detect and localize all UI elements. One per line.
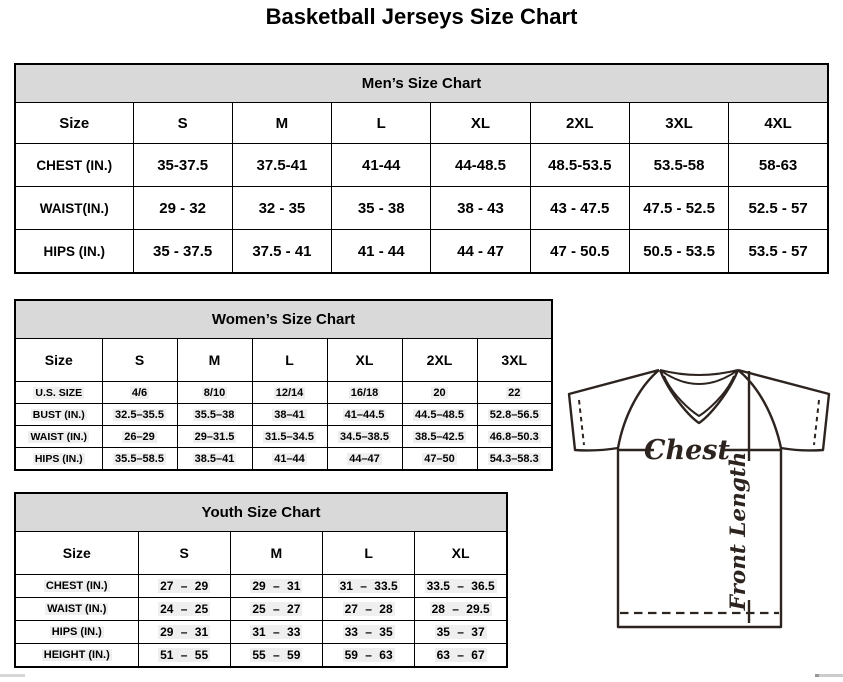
size-value	[230, 598, 322, 621]
size-value	[415, 621, 507, 644]
cell-text: 44.5–48.5	[415, 408, 464, 421]
size-value	[327, 382, 402, 404]
size-value	[230, 575, 322, 598]
row-label: CHEST (IN.)	[15, 144, 133, 187]
size-value	[252, 382, 327, 404]
cell-text: 33.5 – 36.5	[426, 579, 495, 593]
table-row	[15, 448, 552, 471]
size-value	[230, 644, 322, 668]
size-value	[252, 404, 327, 426]
size-corner-header: Size	[15, 532, 138, 575]
cell-text: 29 – 31	[252, 579, 301, 593]
size-value	[477, 404, 552, 426]
size-value: 29 - 32	[133, 187, 232, 230]
size-column-header: 3XL	[477, 339, 552, 382]
size-value	[323, 598, 415, 621]
size-value: 35-37.5	[133, 144, 232, 187]
cell-text: 47–50	[424, 452, 455, 465]
table-row	[15, 230, 828, 274]
jersey-collar-back-line	[660, 370, 738, 375]
cell-text: 33 – 35	[344, 625, 393, 639]
size-value: 35 - 37.5	[133, 230, 232, 274]
size-value	[230, 621, 322, 644]
table-row	[15, 621, 507, 644]
size-value	[402, 448, 477, 471]
size-column-header: S	[133, 103, 232, 144]
size-value	[177, 382, 252, 404]
row-label	[15, 382, 102, 404]
cell-text: 32.5–35.5	[115, 408, 164, 421]
table-row	[15, 187, 828, 230]
cell-text: 29 – 31	[160, 625, 209, 639]
size-value	[415, 644, 507, 668]
size-value	[323, 644, 415, 668]
size-value	[323, 621, 415, 644]
size-column-header: 4XL	[729, 103, 828, 144]
size-header-row	[15, 532, 507, 575]
size-value	[402, 404, 477, 426]
cell-text: 20	[433, 386, 446, 399]
size-column-header: XL	[415, 532, 507, 575]
cell-text: HEIGHT (IN.)	[43, 649, 110, 661]
scrollbar-fragment-right[interactable]	[815, 674, 843, 677]
size-value: 41-44	[332, 144, 431, 187]
table-row	[15, 404, 552, 426]
size-value	[252, 448, 327, 471]
size-value	[323, 575, 415, 598]
size-value: 37.5-41	[232, 144, 331, 187]
size-header-row	[15, 103, 828, 144]
cell-text: 41–44.5	[344, 408, 385, 421]
size-value: 53.5 - 57	[729, 230, 828, 274]
size-value: 52.5 - 57	[729, 187, 828, 230]
size-value	[252, 426, 327, 448]
cell-text: 27 – 28	[344, 602, 393, 616]
size-value	[138, 621, 230, 644]
scrollbar-nub[interactable]	[815, 674, 819, 677]
scrollbar-fragment-left[interactable]	[0, 674, 25, 677]
row-label	[15, 598, 138, 621]
cell-text: WAIST (IN.)	[47, 603, 107, 615]
chart-title: Women’s Size Chart	[15, 300, 552, 339]
row-label	[15, 575, 138, 598]
size-value	[327, 426, 402, 448]
womens-size-chart-table	[14, 299, 553, 471]
cell-text: 38.5–42.5	[415, 430, 464, 443]
cell-text: 24 – 25	[160, 602, 209, 616]
cell-text: HIPS (IN.)	[34, 452, 83, 465]
cell-text: WAIST (IN.)	[30, 430, 88, 443]
size-value	[102, 426, 177, 448]
cell-text: 44–47	[349, 452, 380, 465]
size-column-header: XL	[327, 339, 402, 382]
table-row	[15, 144, 828, 187]
size-value	[415, 598, 507, 621]
size-value	[327, 448, 402, 471]
cell-text: 41–44	[274, 452, 305, 465]
size-corner-header: Size	[15, 103, 133, 144]
size-value: 37.5 - 41	[232, 230, 331, 274]
table-row	[15, 598, 507, 621]
cell-text: BUST (IN.)	[32, 408, 85, 421]
cell-text: U.S. SIZE	[35, 386, 83, 399]
chart-title-row	[15, 64, 828, 103]
size-value: 50.5 - 53.5	[629, 230, 728, 274]
cell-text: 8/10	[203, 386, 226, 399]
size-value: 58-63	[729, 144, 828, 187]
page-title: Basketball Jerseys Size Chart	[265, 4, 578, 29]
cell-text: 27 – 29	[160, 579, 209, 593]
cell-text: 4/6	[131, 386, 148, 399]
cell-text: 28 – 29.5	[431, 602, 490, 616]
cell-text: 46.8–50.3	[489, 430, 539, 443]
size-column-header: XL	[431, 103, 530, 144]
size-column-header: S	[102, 339, 177, 382]
cell-text: 35.5–58.5	[115, 452, 164, 465]
size-value: 53.5-58	[629, 144, 728, 187]
front-length-label: Front Length	[726, 451, 751, 611]
size-column-header: 2XL	[530, 103, 629, 144]
jersey-right-cuff-stitch	[814, 400, 819, 445]
cell-text: 51 – 55	[160, 648, 209, 662]
size-value: 44-48.5	[431, 144, 530, 187]
size-value	[102, 382, 177, 404]
chart-title-row	[15, 300, 552, 339]
cell-text: 52.8–56.5	[489, 408, 539, 421]
size-value: 47 - 50.5	[530, 230, 629, 274]
table-row	[15, 644, 507, 668]
size-value	[477, 426, 552, 448]
cell-text: 59 – 63	[344, 648, 393, 662]
cell-text: 38.5–41	[194, 452, 235, 465]
size-value	[138, 644, 230, 668]
cell-text: 25 – 27	[252, 602, 301, 616]
size-column-header: S	[138, 532, 230, 575]
size-value	[138, 575, 230, 598]
cell-text: 55 – 59	[252, 648, 301, 662]
cell-text: HIPS (IN.)	[51, 626, 102, 638]
size-column-header: L	[323, 532, 415, 575]
size-value: 32 - 35	[232, 187, 331, 230]
mens-size-chart-table	[14, 63, 829, 274]
size-value	[327, 404, 402, 426]
jersey-right-sleeve	[738, 370, 829, 450]
chart-title: Youth Size Chart	[15, 493, 507, 532]
size-value	[102, 448, 177, 471]
chest-label: Chest	[644, 435, 730, 466]
cell-text: 38–41	[274, 408, 305, 421]
size-value	[138, 598, 230, 621]
size-column-header: L	[332, 103, 431, 144]
row-label: WAIST(IN.)	[15, 187, 133, 230]
cell-text: 12/14	[275, 386, 304, 399]
size-header-row	[15, 339, 552, 382]
cell-text: 16/18	[350, 386, 379, 399]
row-label	[15, 404, 102, 426]
size-value: 48.5-53.5	[530, 144, 629, 187]
row-label	[15, 448, 102, 471]
jersey-left-cuff-stitch	[579, 400, 584, 445]
cell-text: 22	[508, 386, 521, 399]
cell-text: 34.5–38.5	[340, 430, 389, 443]
size-value	[177, 426, 252, 448]
table-row	[15, 382, 552, 404]
size-column-header: M	[232, 103, 331, 144]
chart-title: Men’s Size Chart	[15, 64, 828, 103]
size-value	[402, 382, 477, 404]
size-corner-header: Size	[15, 339, 102, 382]
size-value: 43 - 47.5	[530, 187, 629, 230]
cell-text: 26–29	[124, 430, 155, 443]
size-value	[177, 404, 252, 426]
cell-text: 35.5–38	[194, 408, 235, 421]
cell-text: 54.3–58.3	[489, 452, 539, 465]
row-label	[15, 426, 102, 448]
size-column-header: 2XL	[402, 339, 477, 382]
row-label	[15, 644, 138, 668]
size-value: 41 - 44	[332, 230, 431, 274]
size-value	[102, 404, 177, 426]
size-value: 47.5 - 52.5	[629, 187, 728, 230]
table-row	[15, 426, 552, 448]
size-value	[415, 575, 507, 598]
size-value: 38 - 43	[431, 187, 530, 230]
row-label: HIPS (IN.)	[15, 230, 133, 274]
size-value	[177, 448, 252, 471]
size-column-header: L	[252, 339, 327, 382]
jersey-body-outline	[618, 448, 781, 627]
chart-title-row	[15, 493, 507, 532]
size-value	[402, 426, 477, 448]
table-row	[15, 575, 507, 598]
size-column-header: M	[230, 532, 322, 575]
cell-text: 29–31.5	[194, 430, 235, 443]
size-value: 35 - 38	[332, 187, 431, 230]
cell-text: 35 – 37	[436, 625, 485, 639]
row-label	[15, 621, 138, 644]
cell-text: 31 – 33.5	[339, 579, 398, 593]
cell-text: CHEST (IN.)	[45, 580, 108, 592]
cell-text: 63 – 67	[436, 648, 485, 662]
jersey-measurement-diagram	[557, 342, 842, 682]
size-value: 44 - 47	[431, 230, 530, 274]
size-value	[477, 382, 552, 404]
size-column-header: M	[177, 339, 252, 382]
cell-text: 31.5–34.5	[265, 430, 314, 443]
size-value	[477, 448, 552, 471]
cell-text: 31 – 33	[252, 625, 301, 639]
youth-size-chart-table	[14, 492, 508, 668]
size-column-header: 3XL	[629, 103, 728, 144]
